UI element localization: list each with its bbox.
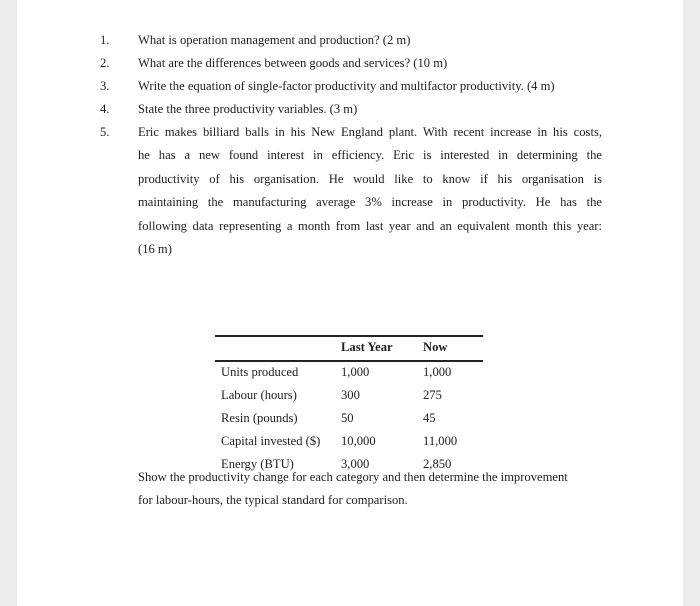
header-now: Now bbox=[423, 340, 448, 354]
question-number: 4. bbox=[100, 102, 110, 116]
row-last-year: 50 bbox=[341, 411, 354, 425]
question-line: maintaining the manufacturing average 3% increase in productivity. He has the bbox=[138, 195, 602, 210]
instruction-line-1: Show the productivity change for each category and then determine the improvement bbox=[138, 470, 568, 484]
table-row bbox=[215, 365, 483, 388]
table-row bbox=[215, 434, 483, 457]
row-label: Energy (BTU) bbox=[221, 457, 294, 471]
question-line: following data representing a month from last year and an equivalent month this year: bbox=[138, 218, 602, 233]
question-number: 1. bbox=[100, 33, 110, 47]
row-label: Resin (pounds) bbox=[221, 411, 298, 425]
row-label: Capital invested ($) bbox=[221, 434, 321, 448]
question-text: What is operation management and production? (2 m) bbox=[138, 33, 411, 47]
table-header-rule bbox=[215, 360, 483, 362]
document-page bbox=[17, 0, 683, 606]
table-row bbox=[215, 411, 483, 434]
row-label: Units produced bbox=[221, 365, 299, 379]
instruction-line-2: for labour-hours, the typical standard for comparison. bbox=[138, 493, 408, 507]
question-line: Eric makes billiard balls in his New England plant. With recent increase in his costs, bbox=[138, 125, 602, 139]
header-last-year: Last Year bbox=[341, 340, 393, 354]
row-last-year: 1,000 bbox=[341, 365, 370, 379]
row-now: 1,000 bbox=[423, 365, 452, 379]
question-text: State the three productivity variables. (3 m) bbox=[138, 102, 358, 116]
row-now: 2,850 bbox=[423, 457, 452, 471]
question-line: he has a new found interest in efficiency. Eric is interested in determining the bbox=[138, 148, 602, 163]
question-line: (16 m) bbox=[138, 242, 172, 257]
row-now: 11,000 bbox=[423, 434, 458, 448]
row-label: Labour (hours) bbox=[221, 388, 297, 402]
question-text: Write the equation of single-factor productivity and multifactor productivity. (4 m) bbox=[138, 79, 555, 93]
row-last-year: 300 bbox=[341, 388, 360, 402]
row-last-year: 3,000 bbox=[341, 457, 370, 471]
question-line: productivity of his organisation. He would like to know if his organisation is bbox=[138, 171, 602, 186]
row-now: 275 bbox=[423, 388, 442, 402]
table-row bbox=[215, 388, 483, 411]
question-number: 3. bbox=[100, 79, 110, 93]
question-text: What are the differences between goods and services? (10 m) bbox=[138, 56, 448, 70]
question-number: 2. bbox=[100, 56, 110, 70]
row-now: 45 bbox=[423, 411, 436, 425]
question-text bbox=[138, 121, 602, 261]
table-top-rule bbox=[215, 335, 483, 337]
question-number: 5. bbox=[100, 125, 110, 139]
row-last-year: 10,000 bbox=[341, 434, 376, 448]
